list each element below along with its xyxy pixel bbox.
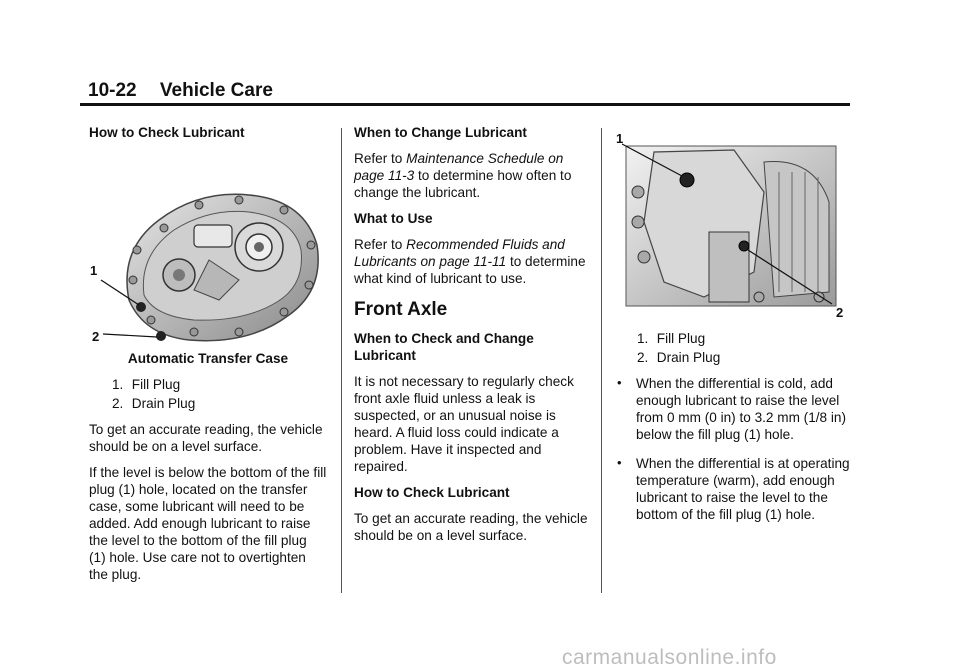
paragraph-refer-schedule: Refer to Maintenance Schedule on page 11‑3 to determine how often to change the lubricant. bbox=[354, 151, 572, 200]
list-item: 2. Drain Plug bbox=[112, 396, 196, 411]
column-3 bbox=[614, 132, 859, 535]
column-2 bbox=[354, 124, 594, 553]
list-item: • When the differential is at operating temperature (warm), add enough lubricant to raise the level to the bottom of the fill plug (1) hole. bbox=[617, 455, 850, 522]
list-item: 2. Drain Plug bbox=[637, 350, 721, 365]
list-item: • When the differential is cold, add enough lubricant to raise the level from 0 mm (0 in) to 3.2 mm (1/8 in) below the fill plug (1) hole. bbox=[617, 375, 846, 442]
parts-list bbox=[614, 330, 859, 366]
transfer-case-figure bbox=[89, 150, 329, 350]
subhead-when-to-change: When to Change Lubricant bbox=[354, 125, 527, 140]
page-header bbox=[88, 80, 273, 102]
section-title-front-axle: Front Axle bbox=[354, 299, 448, 320]
callout-1: 1 bbox=[90, 263, 98, 278]
column-divider-1 bbox=[341, 128, 342, 593]
watermark: carmanualsonline.info bbox=[562, 646, 777, 669]
list-item: 1. Fill Plug bbox=[112, 377, 181, 392]
figure-caption: Automatic Transfer Case bbox=[127, 351, 289, 366]
parts-list bbox=[89, 376, 327, 412]
paragraph-level-surface-2: To get an accurate reading, the vehicle should be on a level surface. bbox=[354, 511, 588, 543]
paragraph-refer-fluids: Refer to Recommended Fluids and Lubricants on page 11‑11 to determine what kind of lubricant to use. bbox=[354, 237, 586, 286]
subhead-what-to-use: What to Use bbox=[354, 211, 433, 226]
subhead-how-to-check: How to Check Lubricant bbox=[89, 125, 245, 140]
transfer-case-illustration bbox=[89, 150, 329, 350]
column-divider-2 bbox=[601, 128, 602, 593]
callout-1: 1 bbox=[616, 131, 624, 146]
front-axle-figure bbox=[614, 132, 854, 320]
list-item: 1. Fill Plug bbox=[637, 331, 706, 346]
header-rule bbox=[80, 103, 850, 106]
callout-2: 2 bbox=[92, 329, 100, 344]
paragraph-fill-level: If the level is below the bottom of the fill plug (1) hole, located on the transfer case, some lubricant will need to be added. Add enough lubricant to raise the level to the bottom of the fill plug (1) hole. Use care not to overtighten the plug. bbox=[89, 465, 327, 582]
link-recommended-fluids[interactable]: Recommended Fluids and Lubricants on page 11‑11 bbox=[354, 237, 565, 269]
front-axle-illustration bbox=[614, 132, 854, 320]
bullet-list bbox=[614, 375, 859, 523]
column-1 bbox=[89, 124, 327, 592]
subhead-check-and-change: When to Check and Change Lubricant bbox=[354, 331, 534, 363]
paragraph-level-surface: To get an accurate reading, the vehicle should be on a level surface. bbox=[89, 422, 323, 454]
callout-2: 2 bbox=[836, 305, 844, 320]
link-maintenance-schedule[interactable]: Maintenance Schedule on page 11‑3 bbox=[354, 151, 564, 183]
paragraph-front-axle-fluid: It is not necessary to regularly check front axle fluid unless a leak is suspected, or an unusual noise is heard. A fluid loss could indicate a problem. Have it inspected and repaired. bbox=[354, 374, 574, 474]
subhead-how-to-check-2: How to Check Lubricant bbox=[354, 485, 510, 500]
chapter-title: Vehicle Care bbox=[159, 80, 273, 101]
page-number: 10-22 bbox=[88, 80, 137, 101]
